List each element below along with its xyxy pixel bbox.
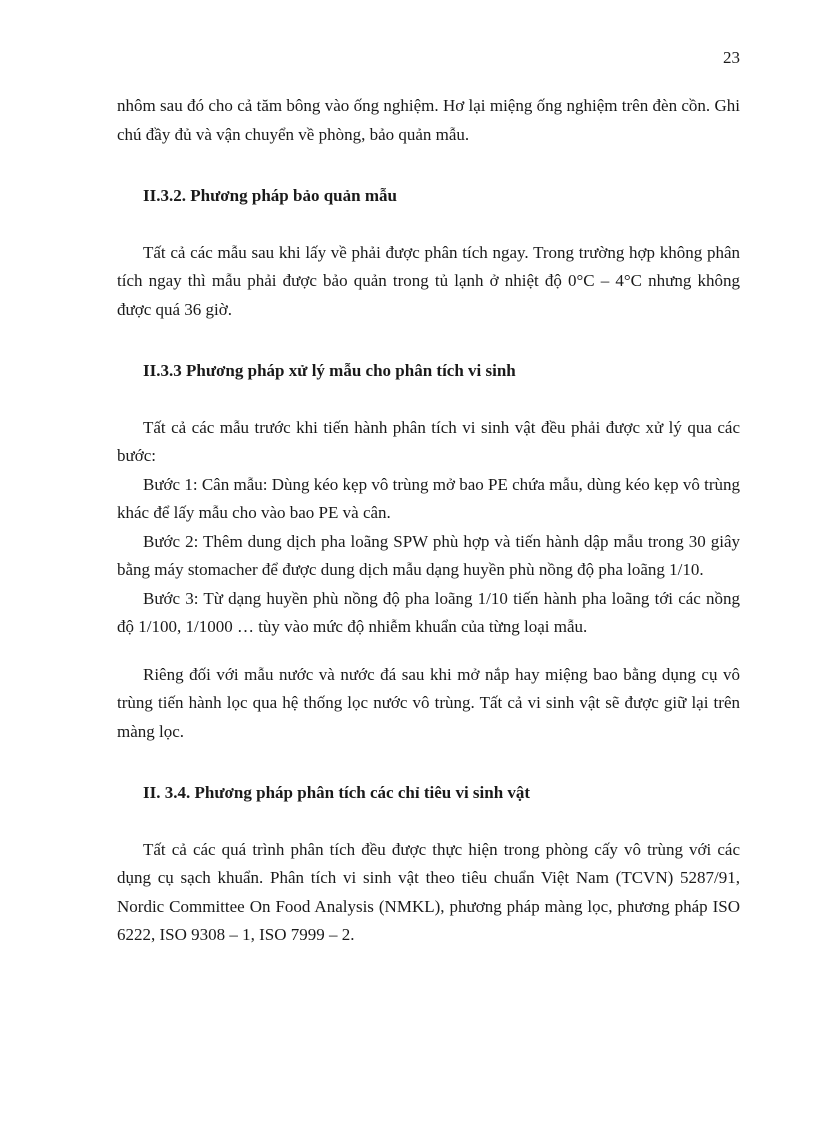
paragraph-step-1: Bước 1: Cân mẫu: Dùng kéo kẹp vô trùng mở bao PE chứa mẫu, dùng kéo kẹp vô trùng khác để lấy mẫu cho vào bao PE và cân. [117,474,740,522]
section-heading-analysis: II. 3.4. Phương pháp phân tích các chỉ tiêu vi sinh vật [143,783,531,802]
paragraph-analysis: Tất cả các quá trình phân tích đều được thực hiện trong phòng cấy vô trùng với các dụng cụ sạch khuẩn. Phân tích vi sinh vật theo tiêu chuẩn Việt Nam (TCVN) 5287/91, Nordic Committee On Food Analysis (NMKL), phương pháp màng lọc, phương pháp ISO 6222, ISO 9308 – 1, ISO 7999 – 2. [117,839,740,944]
document-body [117,92,740,950]
paragraph-step-2: Bước 2: Thêm dung dịch pha loãng SPW phù hợp và tiến hành dập mẫu trong 30 giây bằng máy stomacher để được dung dịch mẫu dạng huyền phù nồng độ pha loãng 1/10. [117,531,740,579]
paragraph-water-samples: Riêng đối với mẫu nước và nước đá sau khi mở nắp hay miệng bao bằng dụng cụ vô trùng tiến hành lọc qua hệ thống lọc nước vô trùng. Tất cả vi sinh vật sẽ được giữ lại trên màng lọc. [117,664,740,741]
spacer [117,386,740,414]
spacer [117,211,740,239]
spacer [117,808,740,836]
paragraph-processing-intro: Tất cả các mẫu trước khi tiến hành phân tích vi sinh vật đều phải được xử lý qua các bước: [117,417,740,465]
page-number: 23 [723,48,740,67]
spacer [117,642,740,661]
spacer [117,324,740,357]
paragraph-storage: Tất cả các mẫu sau khi lấy về phải được phân tích ngay. Trong trường hợp không phân tích ngay thì mẫu phải được bảo quản trong tủ lạnh ở nhiệt độ 0°C – 4°C nhưng không được quá 36 giờ. [117,242,740,319]
spacer [117,746,740,779]
paragraph-continuation: nhôm sau đó cho cả tăm bông vào ống nghiệm. Hơ lại miệng ống nghiệm trên đèn cồn. Ghi chú đầy đủ và vận chuyển về phòng, bảo quản mẫu. [117,96,740,144]
paragraph-step-3: Bước 3: Từ dạng huyền phù nồng độ pha loãng 1/10 tiến hành pha loãng tới các nồng độ 1/100, 1/1000 … tùy vào mức độ nhiễm khuẩn của từng loại mẫu. [117,588,740,636]
spacer [117,149,740,182]
section-heading-processing: II.3.3 Phương pháp xử lý mẫu cho phân tích vi sinh [143,361,516,380]
section-heading-storage: II.3.2. Phương pháp bảo quản mẫu [143,186,397,205]
